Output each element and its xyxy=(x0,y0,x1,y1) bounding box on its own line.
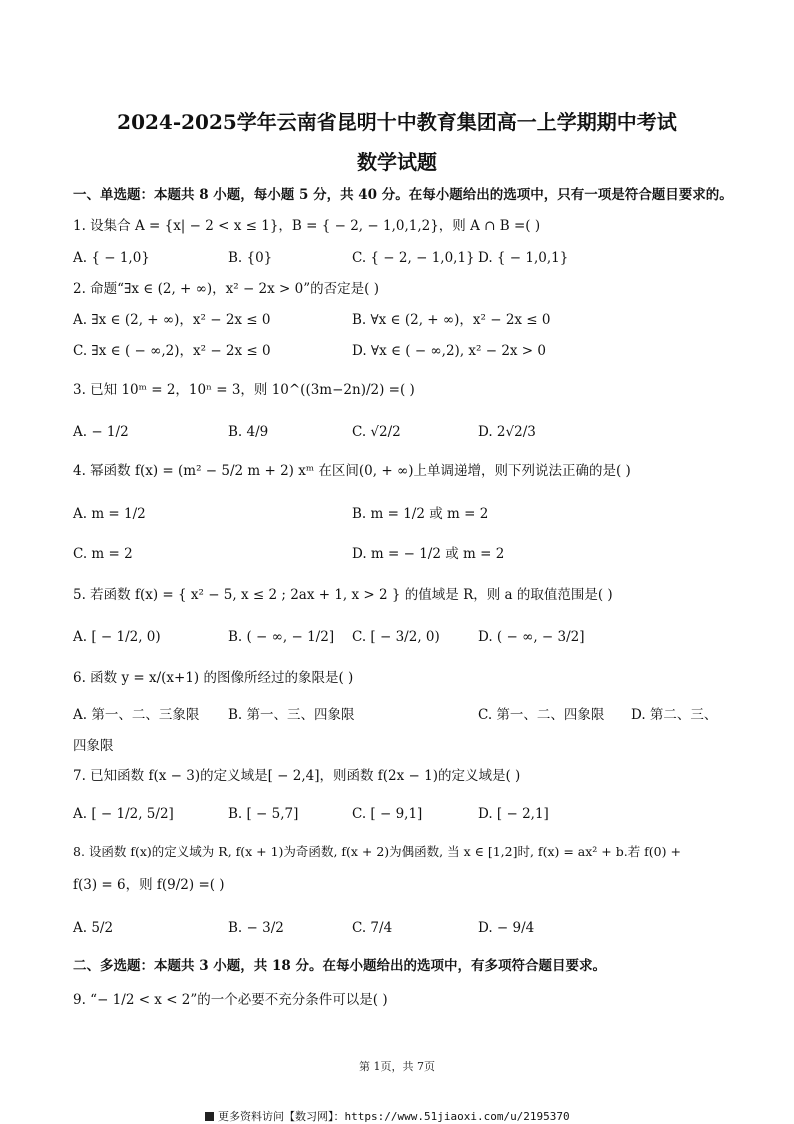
flag-icon xyxy=(205,1112,214,1121)
question-8-stem: 8. 设函数 f(x)的定义域为 R, f(x + 1)为奇函数, f(x + 2)为偶函数, 当 x ∈ [1,2]时, f(x) = ax² + b.若 f(0) + xyxy=(73,844,681,859)
question-2-option-d: D. ∀x ∈ ( − ∞,2), x² − 2x > 0 xyxy=(352,343,547,359)
question-1-option-d: D. { − 1,0,1} xyxy=(478,250,569,266)
page-subtitle: 数学试题 xyxy=(357,150,437,174)
question-8-stem-continued: f(3) = 6，则 f(9/2) =( ) xyxy=(73,877,225,893)
question-4-option-c: C. m = 2 xyxy=(73,546,133,562)
page-title: 2024-2025学年云南省昆明十中教育集团高一上学期期中考试 xyxy=(117,110,677,134)
question-8-option-d: D. − 9/4 xyxy=(478,920,535,936)
question-6-stem: 6. 函数 y = x/(x+1) 的图像所经过的象限是( ) xyxy=(73,670,354,686)
section-heading-multiple-choice: 二、多选题：本题共 3 小题，共 18 分。在每小题给出的选项中，有多项符合题目要求。 xyxy=(73,958,606,974)
question-7-option-a: A. [ − 1/2, 5/2] xyxy=(73,806,174,822)
question-6-option-d-continued: 四象限 xyxy=(73,738,114,754)
question-4-option-d: D. m = − 1/2 或 m = 2 xyxy=(352,546,505,562)
resource-banner[interactable] xyxy=(205,1108,570,1124)
question-6-option-a: A. 第一、二、三象限 xyxy=(73,707,200,723)
question-2-stem: 2. 命题“∃x ∈ (2, + ∞)，x² − 2x > 0”的否定是( ) xyxy=(73,281,379,297)
question-3-option-b: B. 4/9 xyxy=(228,424,269,440)
question-6-option-d: D. 第二、三、 xyxy=(631,707,718,723)
question-5-option-c: C. [ − 3/2, 0) xyxy=(352,629,440,645)
question-7-option-c: C. [ − 9,1] xyxy=(352,806,423,822)
question-8-option-b: B. − 3/2 xyxy=(228,920,284,936)
question-5-option-b: B. ( − ∞, − 1/2] xyxy=(228,629,335,645)
question-8-option-c: C. 7/4 xyxy=(352,920,393,936)
question-2-option-a: A. ∃x ∈ (2, + ∞)，x² − 2x ≤ 0 xyxy=(73,312,271,328)
question-3-option-c: C. √2/2 xyxy=(352,424,401,440)
question-7-stem: 7. 已知函数 f(x − 3)的定义域是[ − 2,4]，则函数 f(2x − 1)的定义域是( ) xyxy=(73,768,521,784)
question-2-option-c: C. ∃x ∈ ( − ∞,2)，x² − 2x ≤ 0 xyxy=(73,343,271,359)
page-number: 第 1页，共 7页 xyxy=(359,1060,435,1073)
question-8-option-a: A. 5/2 xyxy=(73,920,114,936)
question-3-stem: 3. 已知 10ᵐ = 2，10ⁿ = 3，则 10^((3m−2n)/2) =( ) xyxy=(73,382,415,398)
question-1-option-c: C. { − 2, − 1,0,1} xyxy=(352,250,475,266)
question-3-option-d: D. 2√2/3 xyxy=(478,424,536,440)
question-5-option-d: D. ( − ∞, − 3/2] xyxy=(478,629,585,645)
question-5-stem: 5. 若函数 f(x) = { x² − 5, x ≤ 2 ; 2ax + 1, x > 2 } 的值域是 R，则 a 的取值范围是( ) xyxy=(73,587,613,603)
question-9-stem: 9. “− 1/2 < x < 2”的一个必要不充分条件可以是( ) xyxy=(73,992,388,1008)
question-1-option-a: A. { − 1,0} xyxy=(73,250,150,266)
question-1-stem: 1. 设集合 A = {x| − 2 < x ≤ 1}，B = { − 2, − 1,0,1,2}，则 A ∩ B =( ) xyxy=(73,218,541,234)
question-4-option-a: A. m = 1/2 xyxy=(73,506,146,522)
question-4-stem: 4. 幂函数 f(x) = (m² − 5/2 m + 2) xᵐ 在区间(0, + ∞)上单调递增，则下列说法正确的是( ) xyxy=(73,463,631,479)
question-6-option-c: C. 第一、二、四象限 xyxy=(478,707,605,723)
question-4-option-b: B. m = 1/2 或 m = 2 xyxy=(352,506,489,522)
resource-banner-text: 更多资料访问【数习网】：https://www.51jiaoxi.com/u/2195370 xyxy=(218,1110,570,1123)
question-2-option-b: B. ∀x ∈ (2, + ∞)，x² − 2x ≤ 0 xyxy=(352,312,551,328)
section-heading-single-choice: 一、单选题：本题共 8 小题，每小题 5 分，共 40 分。在每小题给出的选项中，只有一项是符合题目要求的。 xyxy=(73,187,733,203)
question-1-option-b: B. {0} xyxy=(228,250,273,266)
question-3-option-a: A. − 1/2 xyxy=(73,424,129,440)
question-6-option-b: B. 第一、三、四象限 xyxy=(228,707,355,723)
question-7-option-b: B. [ − 5,7] xyxy=(228,806,299,822)
question-5-option-a: A. [ − 1/2, 0) xyxy=(73,629,161,645)
question-7-option-d: D. [ − 2,1] xyxy=(478,806,549,822)
